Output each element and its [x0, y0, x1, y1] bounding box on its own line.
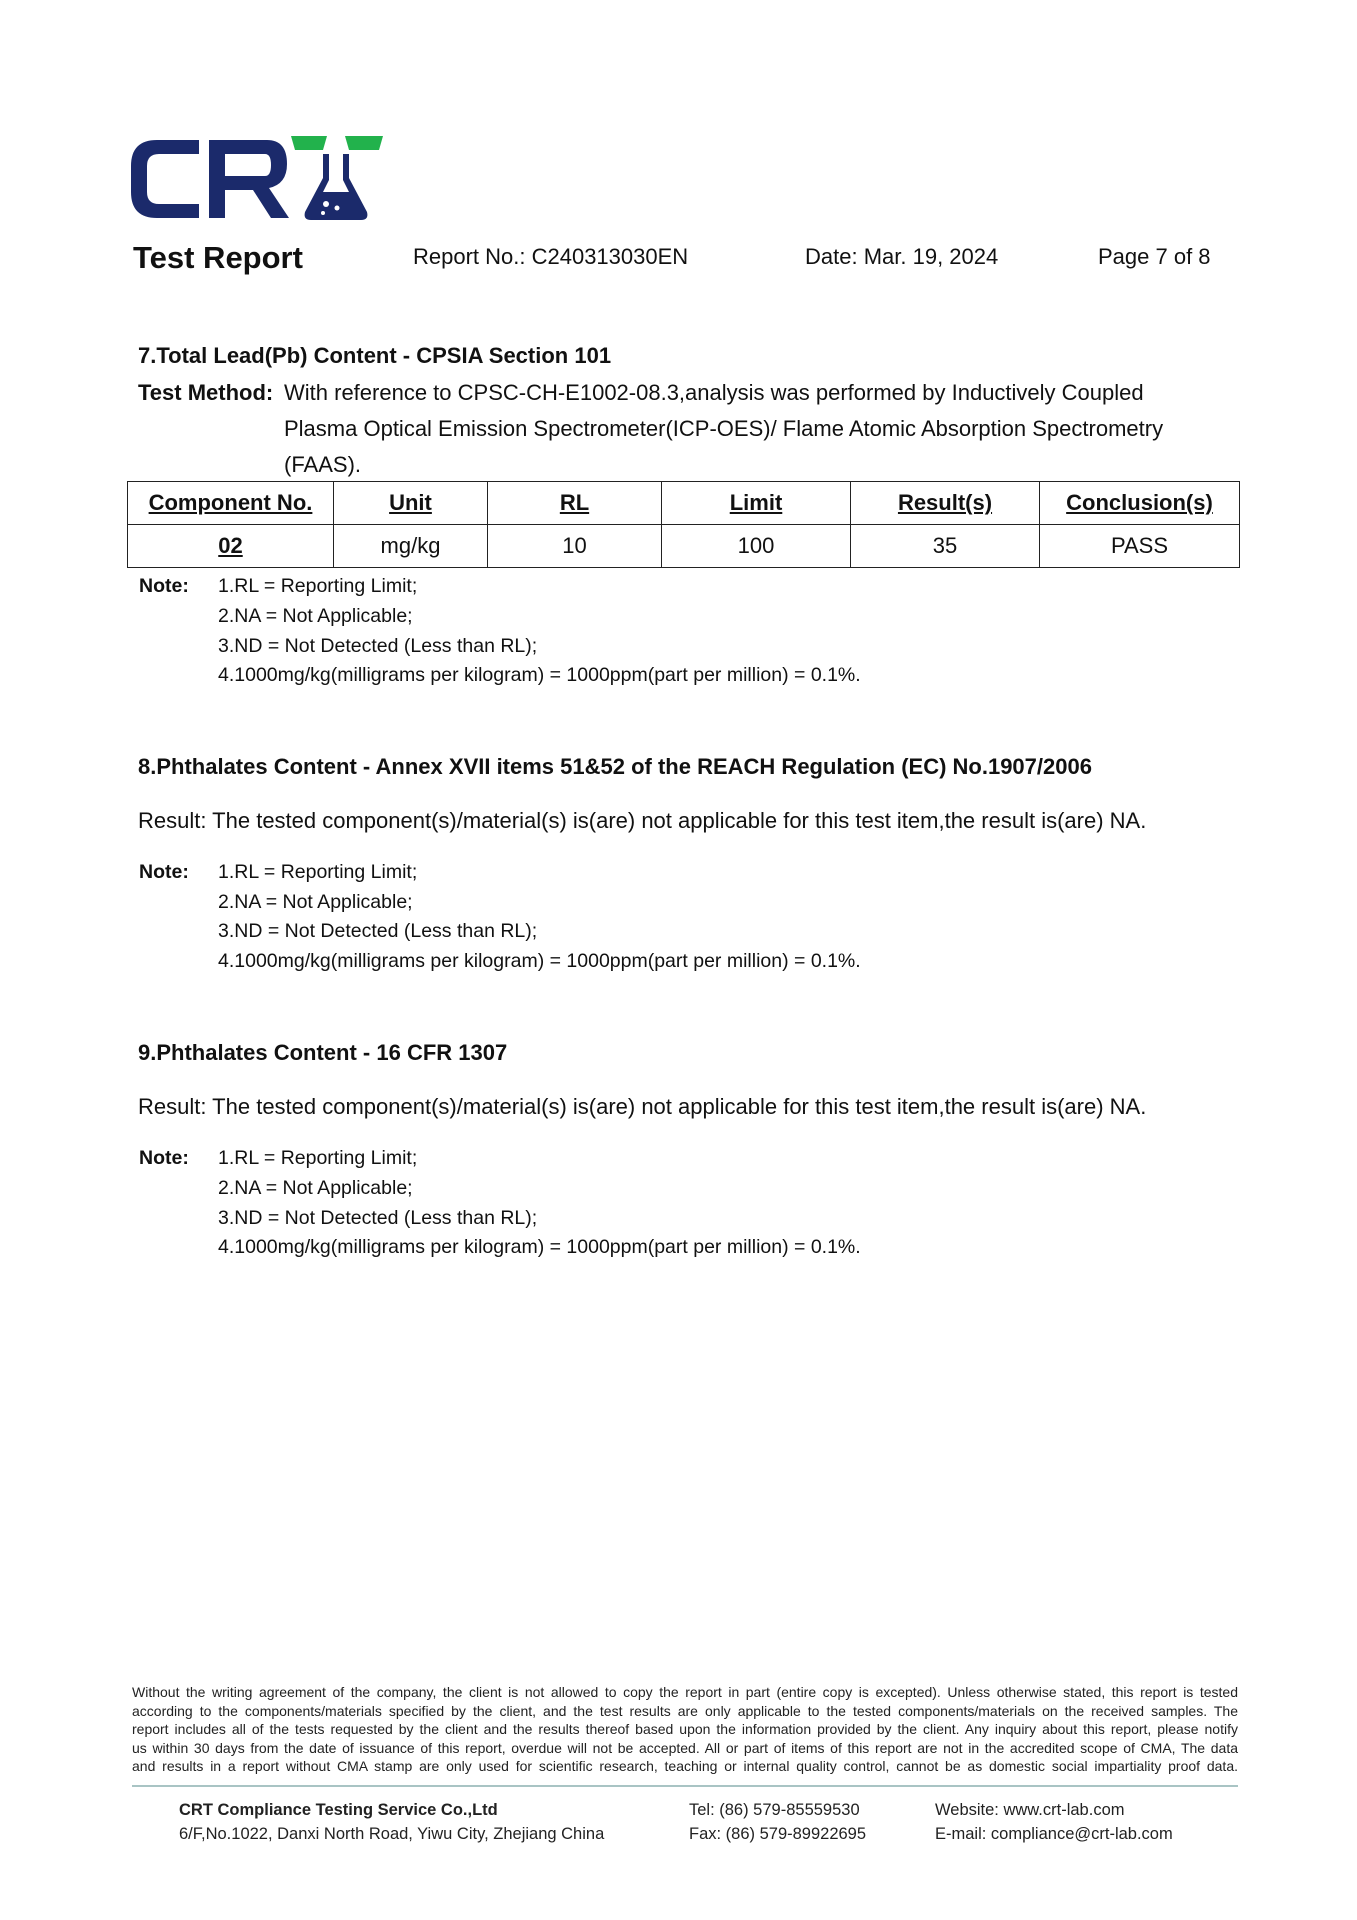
unit-cell: mg/kg [334, 525, 488, 568]
rl-cell: 10 [488, 525, 662, 568]
note-item: 1.RL = Reporting Limit; [218, 861, 418, 883]
limit-cell: 100 [662, 525, 851, 568]
conclusion-cell: PASS [1040, 525, 1240, 568]
note-item: 4.1000mg/kg(milligrams per kilogram) = 1000ppm(part per million) = 0.1%. [218, 664, 861, 686]
table-row [128, 525, 1240, 568]
disclaimer-line: us within 30 days from the date of issuance of this report, overdue will not be accepted. All or part of items of this report are not in the accredited scope of CMA, The data [132, 1739, 1238, 1756]
note-item: 4.1000mg/kg(milligrams per kilogram) = 1000ppm(part per million) = 0.1%. [218, 950, 861, 972]
footer-website[interactable]: Website: www.crt-lab.com [935, 1801, 1125, 1819]
section-8-title: 8.Phthalates Content - Annex XVII items 51&52 of the REACH Regulation (EC) No.1907/2006 [138, 754, 1092, 779]
note-item: 2.NA = Not Applicable; [218, 1177, 413, 1199]
col-header: Result(s) [851, 482, 1040, 525]
footer-email[interactable]: E-mail: compliance@crt-lab.com [935, 1825, 1173, 1843]
note-item: 3.ND = Not Detected (Less than RL); [218, 1207, 538, 1229]
section-8-result: Result: The tested component(s)/material(s) is(are) not applicable for this test item,the result is(are) NA. [138, 808, 1147, 833]
test-method-line: With reference to CPSC-CH-E1002-08.3,analysis was performed by Inductively Coupled [284, 380, 1144, 405]
lead-results-table [127, 481, 1240, 568]
note-label: Note: [139, 575, 189, 597]
footer-company: CRT Compliance Testing Service Co.,Ltd [179, 1801, 498, 1819]
note-item: 2.NA = Not Applicable; [218, 605, 413, 627]
col-header: Unit [334, 482, 488, 525]
section-7-title: 7.Total Lead(Pb) Content - CPSIA Section 101 [138, 343, 612, 368]
component-no-cell: 02 [128, 525, 334, 568]
disclaimer-line: according to the components/materials specified by the client, and the test results are only applicable to the tested components/materials on the received samples. The [132, 1702, 1238, 1719]
footer-address: 6/F,No.1022, Danxi North Road, Yiwu City, Zhejiang China [179, 1825, 605, 1843]
note-label: Note: [139, 861, 189, 883]
footer-tel: Tel: (86) 579-85559530 [689, 1801, 860, 1819]
section-9-title: 9.Phthalates Content - 16 CFR 1307 [138, 1040, 508, 1065]
page-number: Page 7 of 8 [1098, 244, 1211, 269]
disclaimer-line: Without the writing agreement of the company, the client is not allowed to copy the report in part (entire copy is excepted). Unless otherwise stated, this report is tested [132, 1684, 1238, 1700]
note-label: Note: [139, 1147, 189, 1169]
note-item: 3.ND = Not Detected (Less than RL); [218, 920, 538, 942]
col-header: Conclusion(s) [1040, 482, 1240, 525]
disclaimer-line: and results in a report without CMA stamp are only used for scientific research, teaching or internal quality control, cannot be as domestic social impartiality proof data. [132, 1758, 1238, 1774]
note-item: 3.ND = Not Detected (Less than RL); [218, 635, 538, 657]
col-header: Limit [662, 482, 851, 525]
section-9-result: Result: The tested component(s)/material(s) is(are) not applicable for this test item,the result is(are) NA. [138, 1094, 1147, 1119]
note-item: 4.1000mg/kg(milligrams per kilogram) = 1000ppm(part per million) = 0.1%. [218, 1236, 861, 1258]
footer-divider [132, 1785, 1238, 1787]
disclaimer-line: report includes all of the tests requested by the client and the results thereof based upon the information provided by the client. Any inquiry about this report, please notify [132, 1721, 1238, 1737]
table-header-row [128, 482, 1240, 525]
test-method-line: Plasma Optical Emission Spectrometer(ICP-OES)/ Flame Atomic Absorption Spectrometry [284, 416, 1164, 441]
test-method-label: Test Method: [138, 380, 274, 405]
result-cell: 35 [851, 525, 1040, 568]
report-number: Report No.: C240313030EN [413, 244, 689, 269]
crt-logo [127, 134, 387, 224]
doc-title: Test Report [133, 240, 303, 275]
col-header: Component No. [128, 482, 334, 525]
col-header: RL [488, 482, 662, 525]
test-method-line: (FAAS). [284, 452, 362, 477]
note-item: 1.RL = Reporting Limit; [218, 1147, 418, 1169]
note-item: 2.NA = Not Applicable; [218, 891, 413, 913]
note-item: 1.RL = Reporting Limit; [218, 575, 418, 597]
report-date: Date: Mar. 19, 2024 [805, 244, 999, 269]
footer-fax: Fax: (86) 579-89922695 [689, 1825, 867, 1843]
disclaimer [132, 1683, 1238, 1776]
